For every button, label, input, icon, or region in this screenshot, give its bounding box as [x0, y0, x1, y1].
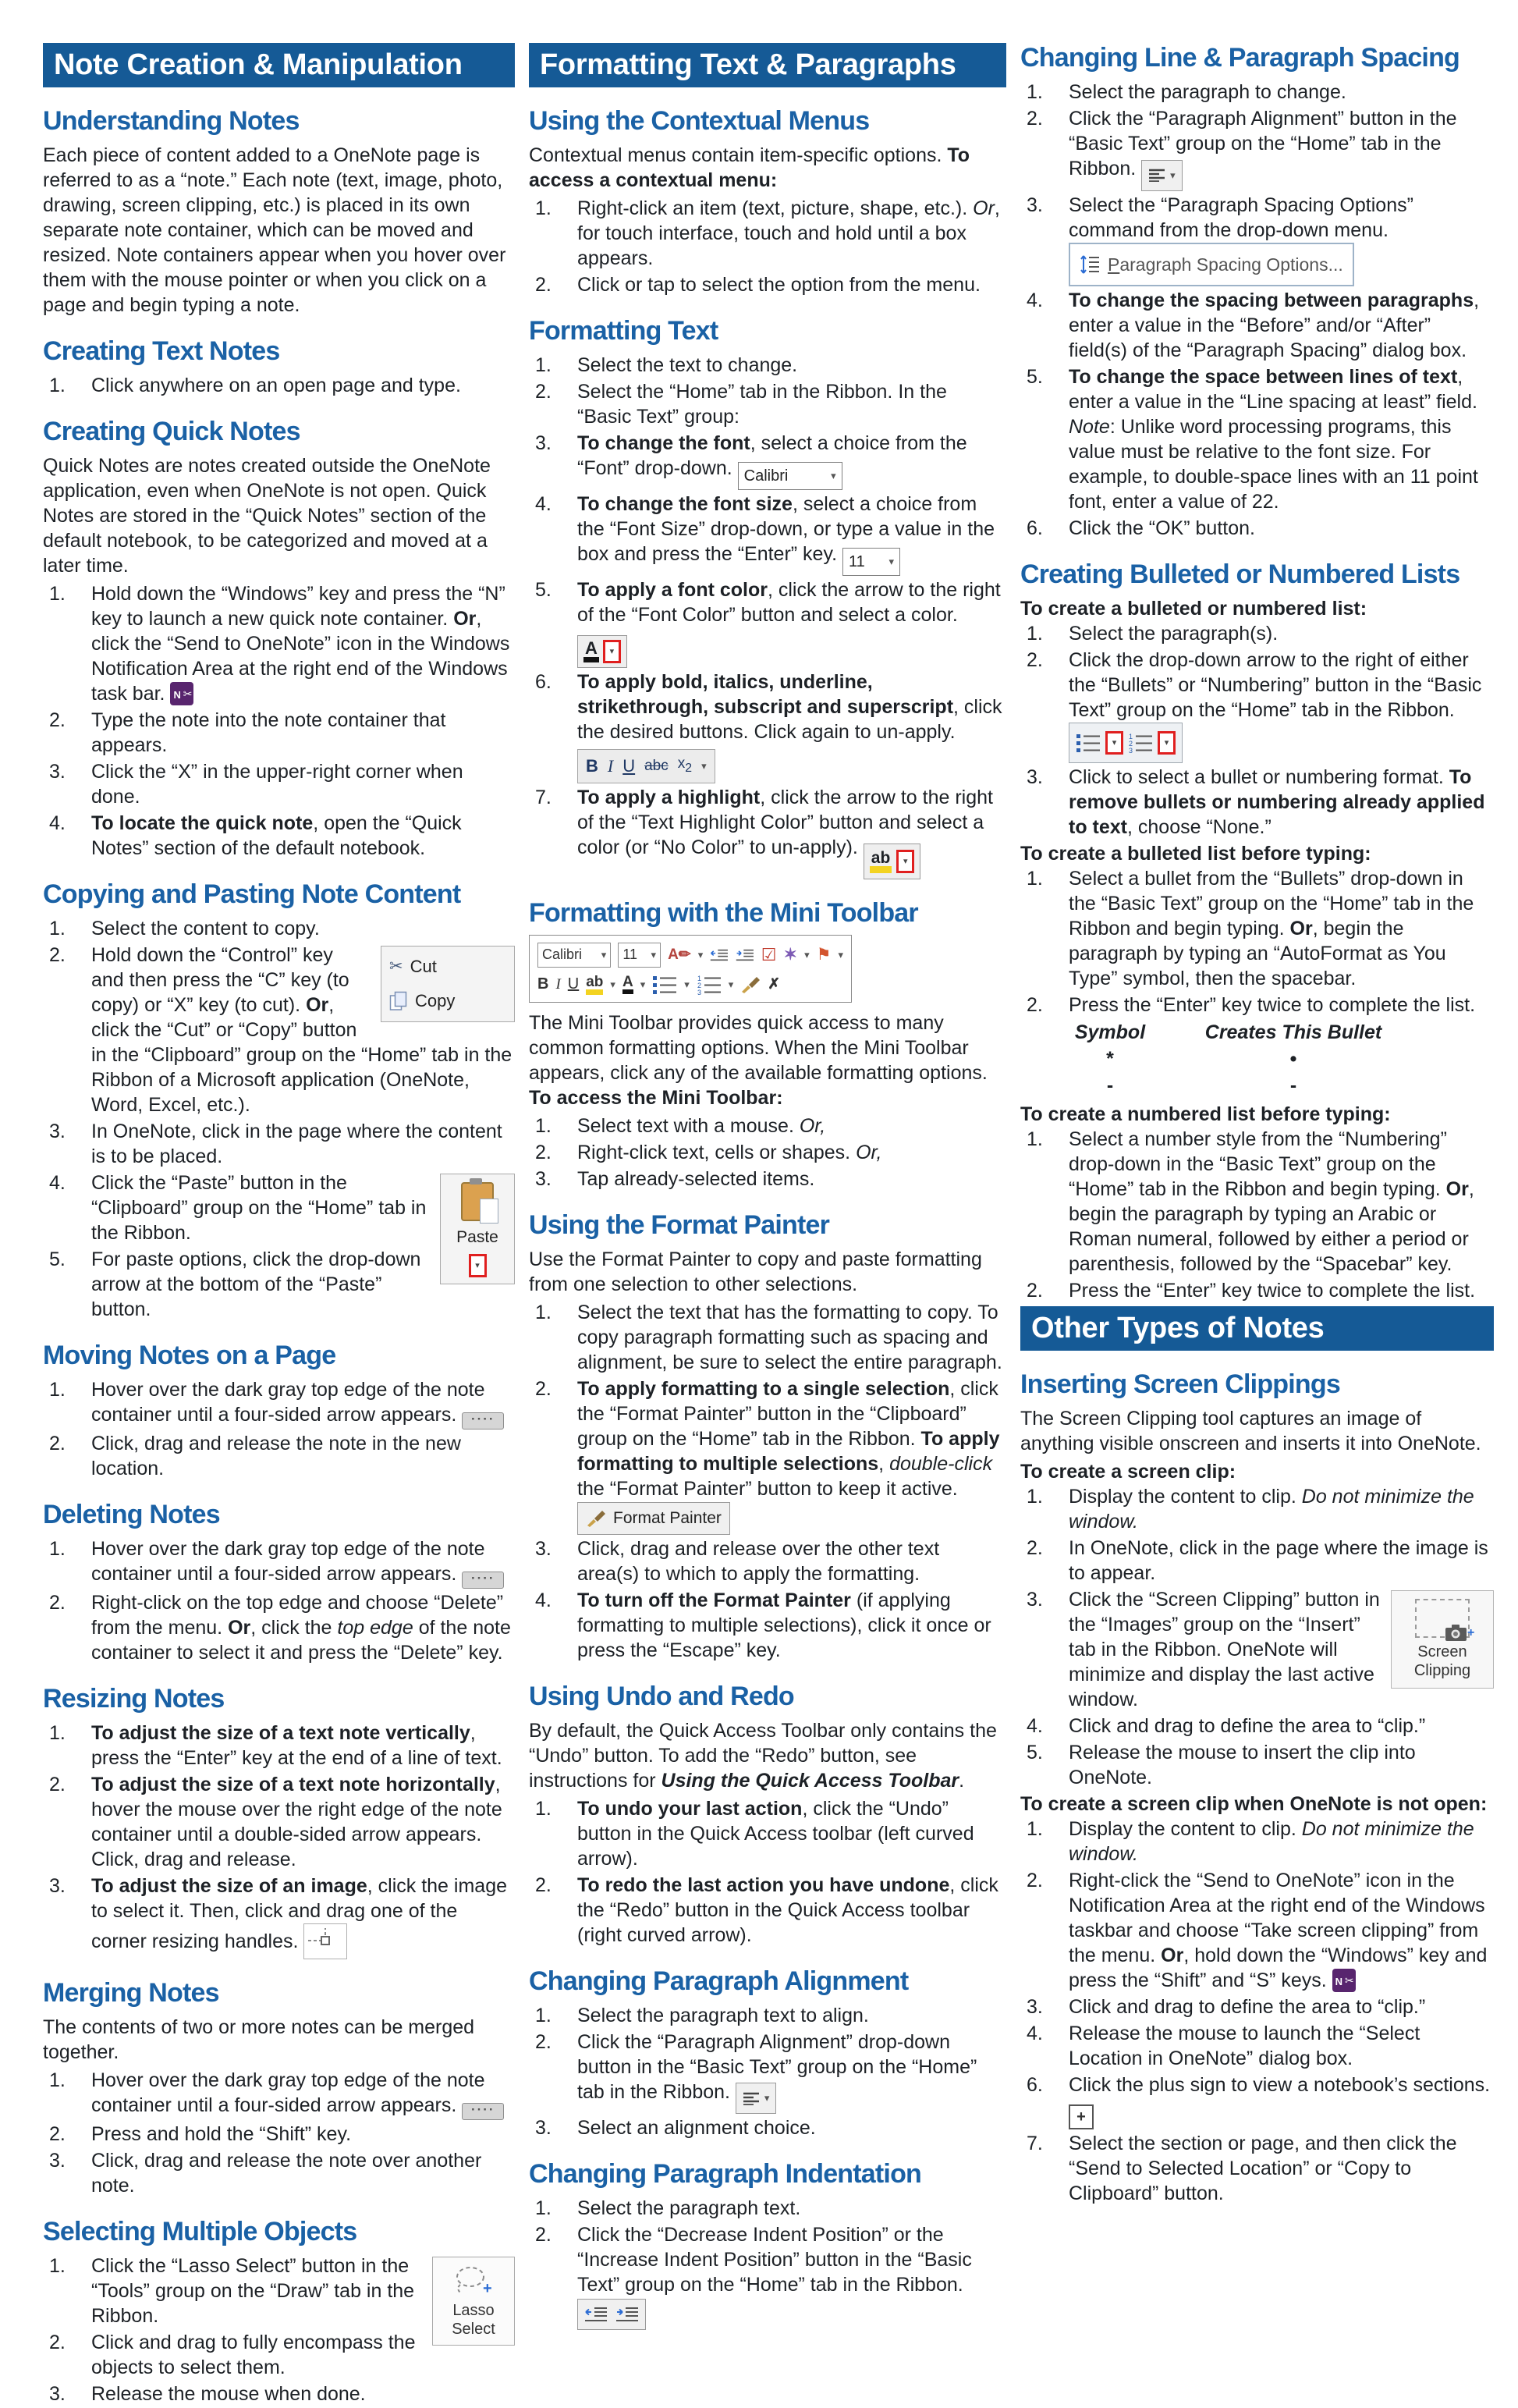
list-item-number: 3.: [535, 1537, 552, 1560]
paragraph: Each piece of content added to a OneNote page is referred to as a “note.” Each note (text, image, photo, drawing, screen clipping, etc.) is placed in its own separate note container, which can be moved and resized. Note containers appear when you hover over them with the mouse pointer or when you click on a page and begin typing a note.: [43, 144, 506, 316]
list-item: 2. Press the “Enter” key twice to complete the list.: [1027, 993, 1476, 1016]
font-name-dropdown-icon: Calibri ▾: [738, 462, 842, 490]
column-2: [529, 43, 1006, 2408]
list-item-number: 4.: [1027, 2022, 1043, 2044]
alignment-dropdown-icon: ▾: [1141, 160, 1183, 191]
list-item: 1. Hover over the dark gray top edge of the note container until a four-sided arrow appears. ····: [43, 1536, 515, 1589]
list-item: 1. Select the paragraph to change.: [1027, 81, 1346, 103]
bullet-cell: •: [1289, 1047, 1297, 1070]
list-item-number: 2.: [1027, 993, 1043, 1016]
section-heading: Changing Line & Paragraph Spacing: [1020, 43, 1460, 73]
list-item: 3. In OneNote, click in the page where the content is to be placed.: [49, 1121, 502, 1167]
list-item-number: 1.: [535, 2004, 552, 2026]
section-banner: Note Creation & Manipulation: [43, 43, 515, 87]
lead-line: To create a bulleted list before typing:: [1020, 842, 1371, 865]
symbol-table-row: [1044, 1072, 1494, 1099]
list-item-number: 4.: [535, 493, 552, 515]
list-item-number: 3.: [1027, 194, 1043, 216]
list-item: 1. To adjust the size of a text note vertically, press the “Enter” key at the end of a line of text.: [49, 1722, 502, 1769]
paragraph: Contextual menus contain item-specific options. To access a contextual menu:: [529, 144, 970, 191]
bullet-cell: -: [1289, 1074, 1297, 1096]
list-item-number: 1.: [535, 354, 552, 376]
list-item-number: 2.: [535, 2030, 552, 2053]
section-heading: Inserting Screen Clippings: [1020, 1369, 1340, 1399]
list-item-number: 2.: [535, 2224, 552, 2246]
list-item-number: 2.: [535, 1141, 552, 1163]
svg-text:+: +: [483, 2280, 492, 2296]
list-item: 1. Select the content to copy.: [49, 918, 320, 939]
list-item: 1. Select the text to change.: [535, 354, 798, 376]
list-item: Paste ▾ 4. Click the “Paste” button in the “Clipboard” group on the “Home” tab in the Ribbon.: [43, 1170, 515, 1245]
list-item: 3. Release the mouse when done.: [49, 2383, 366, 2405]
list-item-number: 2.: [49, 2332, 66, 2353]
four-sided-arrow-icon: ····: [462, 2103, 504, 2120]
list-item: 4. To locate the quick note, open the “Quick Notes” section of the default notebook.: [49, 812, 462, 859]
list-item-number: 1.: [49, 1538, 66, 1560]
list-item: 3. Click, drag and release over the other text area(s) to which to apply the formatting.: [535, 1537, 940, 1585]
list-item: 5. To change the space between lines of text, enter a value in the “Line spacing at least” field. Note: Unlike word processing programs, this value must be relative to the font size. For example, to double-space lines with an 11 point font, enter a value of 22.: [1027, 365, 1478, 513]
list-item: 2. Press and hold the “Shift” key.: [49, 2123, 352, 2145]
resize-handles-icon: [303, 1923, 347, 1959]
list-item: 2. Click the “Decrease Indent Position” or the “Increase Indent Position” button in the “Basic Text” group on the “Home” tab in the Ribbon.: [529, 2222, 1006, 2330]
list-item: 4. Click and drag to define the area to “clip.”: [1027, 1714, 1426, 1737]
list-item: 1. Display the content to clip. Do not minimize the window.: [1027, 1485, 1474, 1533]
list-item: 6. Click the plus sign to view a notebook’s sections. +: [1020, 2072, 1494, 2129]
list-item-number: 1.: [49, 2255, 66, 2277]
symbol-table-row: [1044, 1046, 1494, 1072]
font-color-button-icon: A ▾: [577, 635, 627, 668]
alignment-dropdown-icon: ▾: [736, 2083, 777, 2114]
screen-clipping-icon: + Screen Clipping: [1391, 1590, 1494, 1689]
list-item-number: 2.: [535, 274, 552, 296]
list-item-number: 2.: [1027, 108, 1043, 130]
list-item-number: 2.: [49, 2123, 66, 2145]
section-heading: Using the Contextual Menus: [529, 106, 870, 136]
list-item-number: 1.: [535, 1797, 552, 1820]
list-item: 2. Click the “Paragraph Alignment” drop-down button in the “Basic Text” group on the “Home” tab in the Ribbon. ▾: [529, 2030, 1006, 2115]
list-item: 3. To change the font, select a choice from the “Font” drop-down. Calibri ▾: [529, 431, 1006, 490]
svg-text:2: 2: [697, 981, 701, 989]
svg-text:3: 3: [1129, 746, 1133, 753]
paste-icon: Paste ▾: [440, 1174, 515, 1284]
svg-text:2: 2: [1129, 739, 1133, 748]
list-item-number: 2.: [1027, 648, 1043, 671]
list-item: 2. Click or tap to select the option from the menu.: [535, 274, 981, 296]
list-item-number: 2.: [1027, 1536, 1043, 1559]
section-banner: Formatting Text & Paragraphs: [529, 43, 1006, 87]
list-item: ✂ Cut Copy 2. Hold down the “Control” key and then press the “C” key (to copy) or “X” key (to cut). Or, click the “Cut” or “Copy” button in the “Clipboard” group on the “Home” tab in the Ribbon of a Microsoft application (OneNote, Word, Excel, etc.).: [43, 943, 515, 1117]
highlight-button-icon: ab ▾: [864, 844, 921, 879]
list-item: 2. To apply formatting to a single selection, click the “Format Painter” button in the “Clipboard” group on the “Home” tab in the Ribbon. To apply formatting to multiple selections, double-click the “Format Painter” button to keep it active. Format Painter: [529, 1376, 1006, 1535]
indent-buttons-icon: [577, 2299, 646, 2330]
list-item: 2. Right-click the “Send to OneNote” icon in the Notification Area at the right end of the Windows taskbar and choose “Take screen clipping” from the menu. Or, hold down the “Windows” key and press the “Shift” and “S” keys. N ✂: [1027, 1869, 1488, 1991]
list-item: 6. To apply bold, italics, underline, strikethrough, subscript and superscript, click the desired buttons. Click again to un-apply. B I U abc $x_2$ ▾: [529, 669, 1006, 783]
list-item: 6. Click the “OK” button.: [1027, 517, 1255, 539]
section-heading: Formatting Text: [529, 316, 718, 346]
list-item-number: 3.: [49, 2383, 66, 2405]
list-item-number: 4.: [49, 812, 66, 834]
list-item-number: 3.: [49, 2150, 66, 2172]
list-item-number: 1.: [49, 1379, 66, 1401]
section-heading: Copying and Pasting Note Content: [43, 879, 461, 909]
list-item-number: 2.: [49, 1774, 66, 1795]
list-item-number: 2.: [1027, 1279, 1043, 1302]
list-item: 7. Select the section or page, and then click the “Send to Selected Location” or “Copy to Clipboard” button.: [1027, 2132, 1457, 2204]
list-item: 5. To apply a font color, click the arrow to the right of the “Font Color” button and select a color. A ▾: [529, 577, 1006, 668]
list-item-number: 1.: [1027, 867, 1043, 890]
list-item-number: 6.: [1027, 517, 1043, 539]
list-item-number: 1.: [49, 1722, 66, 1744]
list-item-number: 1.: [1027, 1128, 1043, 1150]
svg-text:+: +: [1467, 1625, 1475, 1639]
list-item: 1. Select the paragraph(s).: [1027, 622, 1279, 645]
lasso-select-icon: + Lasso Select: [432, 2257, 515, 2346]
list-item-number: 4.: [49, 1172, 66, 1194]
list-item: 2. Select the “Home” tab in the Ribbon. In the “Basic Text” group:: [535, 381, 947, 428]
list-item-number: 2.: [535, 381, 552, 403]
list-item: 1. Hover over the dark gray top edge of the note container until a four-sided arrow appears. ····: [43, 1377, 515, 1430]
list-item-number: 3.: [49, 1875, 66, 1897]
list-item: 2. To redo the last action you have undone, click the “Redo” button in the Quick Access toolbar (right curved arrow).: [535, 1873, 998, 1946]
list-item: 1. Select the paragraph text to align.: [535, 2004, 869, 2026]
list-item-number: 4.: [1027, 289, 1043, 311]
section-heading: Merging Notes: [43, 1978, 219, 2008]
list-item-number: 6.: [535, 670, 552, 693]
format-painter-button-icon: Format Painter: [577, 1502, 730, 1535]
list-item: 3. Click the “X” in the upper-right corner when done.: [49, 761, 463, 808]
list-item-number: 1.: [49, 375, 66, 396]
list-item-number: 1.: [49, 583, 66, 605]
list-item: 1. Hold down the “Windows” key and press the “N” key to launch a new quick note container. Or, click the “Send to OneNote” icon in the Windows Notification Area at the right end of the Windows task bar. N ✂: [49, 583, 510, 705]
list-item-number: 3.: [1027, 765, 1043, 788]
list-item: 3. Click to select a bullet or numbering format. To remove bullets or numbering already applied to text, choose “None.”: [1027, 765, 1485, 838]
mini-toolbar-icon: Calibri ▾ 11 ▾ A✏ ▾ ☑ ✶ ▾ ⚑ ▾ B I U ab ▾ A ▾ ▾ 1 2 3 ▾ ✗: [529, 935, 852, 1003]
symbol-cell: -: [1106, 1074, 1114, 1096]
list-item-number: 5.: [1027, 1741, 1043, 1763]
list-item-number: 3.: [49, 1121, 66, 1142]
list-item-number: 2.: [49, 709, 66, 731]
symbol-table-header: [1044, 1019, 1494, 1046]
list-item-number: 1.: [535, 2197, 552, 2219]
symbol-table-col2-header: Creates This Bullet: [1204, 1021, 1382, 1043]
list-item-number: 1.: [535, 197, 552, 219]
section-heading: Formatting with the Mini Toolbar: [529, 897, 918, 928]
list-item: 2. Right-click text, cells or shapes. Or,: [535, 1141, 882, 1163]
list-item: 3. Select an alignment choice.: [535, 2117, 816, 2139]
symbol-table: [1044, 1019, 1494, 1099]
paragraph: Use the Format Painter to copy and paste formatting from one selection to other selections.: [529, 1248, 982, 1295]
list-item-number: 3.: [535, 2117, 552, 2139]
section-heading: Using Undo and Redo: [529, 1681, 794, 1711]
section-heading: Selecting Multiple Objects: [43, 2217, 357, 2246]
section-heading: Using the Format Painter: [529, 1209, 830, 1240]
list-item: 4. To change the spacing between paragraphs, enter a value in the “Before” and/or “After” field(s) of the “Paragraph Spacing” dialog box.: [1027, 289, 1480, 361]
paragraph: The Screen Clipping tool captures an image of anything visible onscreen and inserts it into OneNote.: [1020, 1407, 1481, 1454]
list-item: 1. Hover over the dark gray top edge of the note container until a four-sided arrow appears. ····: [43, 2068, 515, 2120]
section-heading: Changing Paragraph Indentation: [529, 2159, 922, 2189]
lead-line: To create a screen clip:: [1020, 1460, 1236, 1483]
plus-sign-icon: +: [1069, 2104, 1094, 2129]
bullets-numbering-icon: ▾ 1 2 3 ▾: [1069, 723, 1183, 763]
list-item-number: 4.: [535, 1589, 552, 1611]
list-item: 5. For paste options, click the drop-down arrow at the bottom of the “Paste” button.: [49, 1248, 421, 1320]
list-item: 1. Right-click an item (text, picture, shape, etc.). Or, for touch interface, touch and hold until a box appears.: [535, 197, 1000, 269]
paragraph: The Mini Toolbar provides quick access to many common formatting options. When the Mini Toolbar appears, click any of the available formatting options. To access the Mini Toolbar:: [529, 1011, 988, 1109]
list-item-number: 3.: [1027, 1995, 1043, 2018]
four-sided-arrow-icon: ····: [462, 1572, 504, 1589]
list-item: 4. To change the font size, select a choice from the “Font Size” drop-down, or type a value in the box and press the “Enter” key. 11 ▾: [529, 492, 1006, 576]
section-heading: Moving Notes on a Page: [43, 1341, 336, 1370]
list-item-number: 1.: [49, 918, 66, 939]
section-heading: Resizing Notes: [43, 1684, 225, 1714]
list-item: 1. Select a bullet from the “Bullets” drop-down in the “Basic Text” group on the “Home” tab in the Ribbon and begin typing. Or, begin the paragraph by typing an “AutoFormat as You Type” symbol, then the spacebar.: [1027, 867, 1474, 989]
section-heading: Creating Quick Notes: [43, 417, 300, 446]
list-item: 2. Press the “Enter” key twice to complete the list.: [1027, 1279, 1476, 1302]
list-item: 1. Select a number style from the “Numbering” drop-down in the “Basic Text” group on the “Home” tab in the Ribbon and begin typing. Or, begin the paragraph by typing an Arabic or Roman numeral, followed by either a period or parenthesis, followed by the “Spacebar” key.: [1027, 1128, 1474, 1275]
list-item: 7. To apply a highlight, click the arrow to the right of the “Text Highlight Color” button and select a color (or “No Color” to un-apply). ab ▾: [529, 785, 1006, 879]
list-item-number: 2.: [535, 1873, 552, 1896]
list-item-number: 4.: [1027, 1714, 1043, 1737]
list-item-number: 5.: [49, 1248, 66, 1270]
list-item: + Screen Clipping 3. Click the “Screen Clipping” button in the “Images” group on the “Insert” tab in the Ribbon. OneNote will minimize and display the last active window.: [1020, 1587, 1494, 1712]
list-item: 2. Click and drag to fully encompass the objects to select them.: [49, 2332, 416, 2378]
list-item-number: 6.: [1027, 2073, 1043, 2096]
list-item-number: 1.: [535, 1114, 552, 1137]
list-item: 3. Click, drag and release the note over another note.: [49, 2150, 482, 2197]
basic-format-buttons-icon: B I U abc $x_2$ ▾: [577, 749, 715, 783]
paragraph: Quick Notes are notes created outside the OneNote application, even when OneNote is not open. Quick Notes are stored in the “Quick Notes” section of the default notebook, to be categorized and moved at a later time.: [43, 455, 491, 577]
list-item: 1. To undo your last action, click the “Undo” button in the Quick Access toolbar (left curved arrow).: [535, 1797, 974, 1870]
list-item: 3. Tap already-selected items.: [535, 1167, 815, 1190]
lead-line: To create a screen clip when OneNote is not open:: [1020, 1792, 1488, 1815]
list-item-number: 2.: [49, 944, 66, 966]
svg-text:1: 1: [697, 974, 701, 982]
list-item: 3. Click and drag to define the area to “clip.”: [1027, 1995, 1426, 2018]
list-item: 2. To adjust the size of a text note horizontally, hover the mouse over the right edge of the note container until a double-sided arrow appears. Click, drag and release.: [49, 1774, 502, 1870]
list-item: 1. Click anywhere on an open page and type.: [49, 375, 461, 396]
section-heading: Creating Bulleted or Numbered Lists: [1020, 559, 1460, 589]
list-item: 2. Click the “Paragraph Alignment” button in the “Basic Text” group on the “Home” tab in the Ribbon. ▾: [1020, 106, 1494, 191]
list-item-number: 3.: [535, 432, 552, 454]
cut-copy-icon: ✂ Cut Copy: [381, 946, 515, 1022]
column-3: [1020, 43, 1494, 2408]
list-item-number: 7.: [535, 786, 552, 808]
list-item-number: 2.: [535, 1377, 552, 1400]
svg-text:3: 3: [697, 988, 701, 995]
section-banner: Other Types of Notes: [1020, 1306, 1494, 1351]
list-item: 4. To turn off the Format Painter (if applying formatting to multiple selections), click it once or press the “Escape” key.: [535, 1589, 991, 1661]
list-item: 3. Select the “Paragraph Spacing Options” command from the drop-down menu. Paragraph Spacing Options...: [1020, 193, 1494, 286]
section-heading: Deleting Notes: [43, 1500, 220, 1529]
list-item: 4. Release the mouse to launch the “Select Location in OneNote” dialog box.: [1027, 2022, 1420, 2069]
send-to-onenote-icon: N ✂: [170, 682, 193, 705]
list-item: 1. Select text with a mouse. Or,: [535, 1114, 826, 1137]
list-item-number: 2.: [49, 1592, 66, 1614]
symbol-cell: *: [1106, 1047, 1114, 1070]
list-item: 2. Right-click on the top edge and choose “Delete” from the menu. Or, click the top edge of the note container to select it and press the “Delete” key.: [49, 1592, 511, 1664]
list-item-number: 1.: [1027, 81, 1043, 103]
list-item-number: 1.: [1027, 1817, 1043, 1840]
list-item: 3. To adjust the size of an image, click the image to select it. Then, click and drag one of the corner resizing handles.: [43, 1873, 515, 1959]
lead-line: To create a bulleted or numbered list:: [1020, 597, 1367, 620]
svg-text:1: 1: [1129, 732, 1133, 741]
list-item: 1. Select the text that has the formatting to copy. To copy paragraph formatting such as spacing and alignment, be sure to select the entire paragraph.: [535, 1301, 1002, 1373]
list-item-number: 5.: [535, 579, 552, 601]
list-item-number: 7.: [1027, 2132, 1043, 2154]
list-item-number: 3.: [1027, 1588, 1043, 1611]
font-size-dropdown-icon: 11 ▾: [842, 548, 900, 576]
list-item: 1. Display the content to clip. Do not minimize the window.: [1027, 1817, 1474, 1865]
list-item: 2. Click the drop-down arrow to the right of either the “Bullets” or “Numbering” button in the “Basic Text” group on the “Home” tab in the Ribbon. ▾ 1 2 3 ▾: [1020, 648, 1494, 763]
section-heading: Creating Text Notes: [43, 336, 280, 366]
paragraph: The contents of two or more notes can be merged together.: [43, 2016, 475, 2063]
paragraph: By default, the Quick Access Toolbar only contains the “Undo” button. To add the “Redo” button, see instructions for Using the Quick Access Toolbar.: [529, 1719, 997, 1792]
list-item: + Lasso Select 1. Click the “Lasso Select” button in the “Tools” group on the “Draw” tab in the Ribbon.: [43, 2254, 515, 2328]
list-item-number: 3.: [49, 761, 66, 783]
section-heading: Understanding Notes: [43, 106, 300, 136]
paragraph-spacing-options-icon: Paragraph Spacing Options...: [1069, 243, 1354, 286]
list-item: 2. In OneNote, click in the page where the image is to appear.: [1027, 1536, 1488, 1584]
list-item-number: 1.: [49, 2069, 66, 2091]
list-item: 5. Release the mouse to insert the clip into OneNote.: [1027, 1741, 1416, 1788]
list-item-number: 3.: [535, 1167, 552, 1190]
list-item-number: 5.: [1027, 365, 1043, 388]
symbol-table-col1-header: Symbol: [1074, 1021, 1146, 1043]
four-sided-arrow-icon: ····: [462, 1412, 504, 1430]
list-item-number: 2.: [49, 1433, 66, 1454]
list-item: 2. Type the note into the note container that appears.: [49, 709, 446, 756]
section-heading: Changing Paragraph Alignment: [529, 1966, 909, 1996]
send-to-onenote-icon: N ✂: [1332, 1969, 1356, 1992]
list-item-number: 1.: [535, 1301, 552, 1323]
column-1: [43, 43, 515, 2408]
list-item-number: 1.: [1027, 622, 1043, 645]
lead-line: To create a numbered list before typing:: [1020, 1103, 1391, 1125]
list-item: 1. Select the paragraph text.: [535, 2197, 801, 2219]
toolbar-image-wrap: [529, 935, 1006, 1003]
list-item-number: 1.: [1027, 1485, 1043, 1508]
list-item-number: 2.: [1027, 1869, 1043, 1891]
list-item: 2. Click, drag and release the note in the new location.: [49, 1433, 461, 1479]
